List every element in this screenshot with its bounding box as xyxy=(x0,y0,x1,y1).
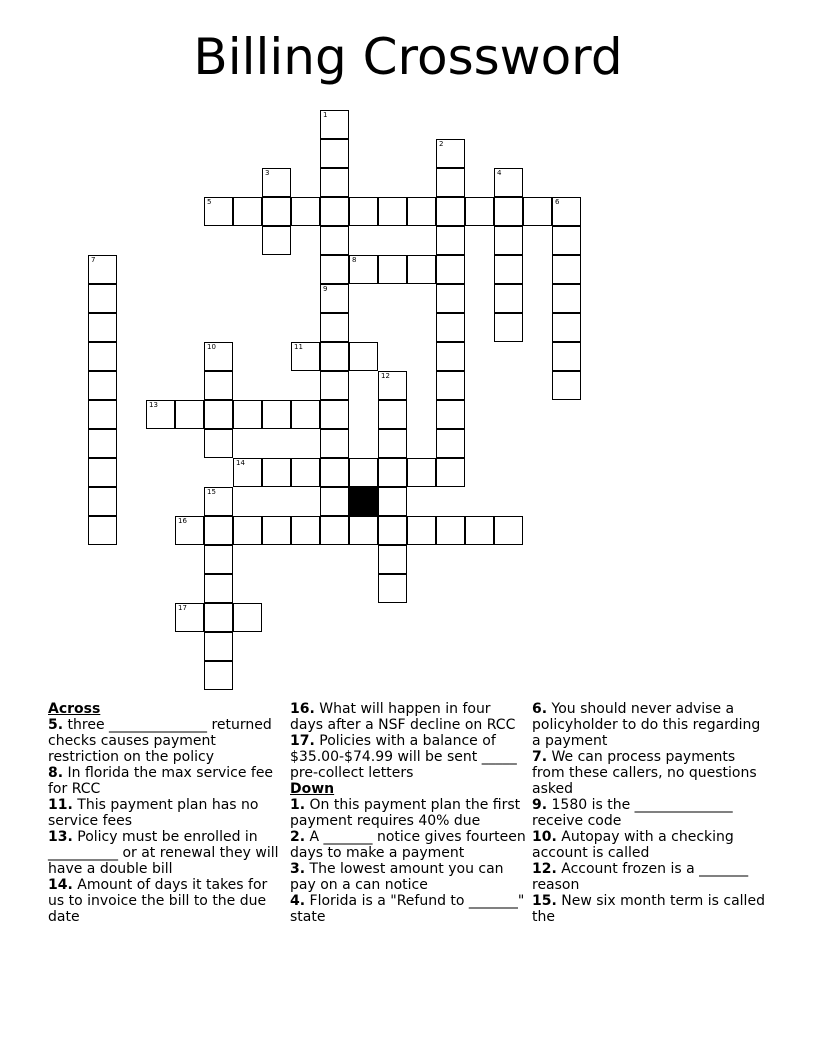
grid-cell[interactable] xyxy=(407,458,436,487)
grid-cell[interactable] xyxy=(204,603,233,632)
grid-cell[interactable] xyxy=(378,458,407,487)
grid-cell[interactable] xyxy=(494,516,523,545)
grid-cell[interactable] xyxy=(204,400,233,429)
grid-cell[interactable] xyxy=(88,255,117,284)
clue-column-3 xyxy=(532,701,772,925)
clue-down-4: 4. Florida is a "Refund to _______" state xyxy=(290,893,525,925)
grid-cell[interactable] xyxy=(262,226,291,255)
grid-cell[interactable] xyxy=(436,197,465,226)
grid-cell[interactable] xyxy=(436,139,465,168)
grid-cell[interactable] xyxy=(88,371,117,400)
grid-cell[interactable] xyxy=(204,371,233,400)
grid-cell[interactable] xyxy=(349,458,378,487)
grid-cell[interactable] xyxy=(291,516,320,545)
grid-cell[interactable] xyxy=(175,603,204,632)
grid-cell[interactable] xyxy=(291,197,320,226)
clue-across-14: 14. Amount of days it takes for us to invoice the bill to the due date xyxy=(48,877,268,925)
clue-across-17: 17. Policies with a balance of $35.00-$74.99 will be sent _____ pre-collect letters xyxy=(290,733,517,781)
grid-cell[interactable] xyxy=(88,458,117,487)
grid-cell[interactable] xyxy=(320,255,349,284)
grid-cell[interactable] xyxy=(146,400,175,429)
grid-cell[interactable] xyxy=(320,400,349,429)
grid-cell[interactable] xyxy=(436,284,465,313)
grid-cell[interactable] xyxy=(552,342,581,371)
grid-cell[interactable] xyxy=(320,197,349,226)
clue-number: 8 xyxy=(352,256,357,264)
grid-cell[interactable] xyxy=(204,632,233,661)
grid-cell[interactable] xyxy=(349,342,378,371)
grid-cell[interactable] xyxy=(204,574,233,603)
clue-number: 5 xyxy=(207,198,212,206)
clue-number: 14 xyxy=(236,459,245,467)
grid-cell[interactable] xyxy=(233,458,262,487)
grid-cell[interactable] xyxy=(378,487,407,516)
grid-cell[interactable] xyxy=(552,371,581,400)
grid-cell[interactable] xyxy=(291,458,320,487)
clue-column-2 xyxy=(290,701,528,925)
grid-cell[interactable] xyxy=(378,545,407,574)
grid-cell[interactable] xyxy=(378,429,407,458)
grid-cell[interactable] xyxy=(494,197,523,226)
grid-cell[interactable] xyxy=(523,197,552,226)
clue-number: 16 xyxy=(178,517,187,525)
clue-number: 4 xyxy=(497,169,502,177)
clue-number: 3 xyxy=(265,169,270,177)
grid-cell[interactable] xyxy=(552,313,581,342)
grid-cell[interactable] xyxy=(262,458,291,487)
grid-cell[interactable] xyxy=(233,516,262,545)
grid-cell[interactable] xyxy=(291,400,320,429)
clue-number: 12 xyxy=(381,372,390,380)
clue-number: 2 xyxy=(439,140,444,148)
puzzle-title: Billing Crossword xyxy=(193,28,623,86)
grid-cell[interactable] xyxy=(552,226,581,255)
grid-cell[interactable] xyxy=(204,429,233,458)
grid-cell[interactable] xyxy=(378,197,407,226)
grid-cell[interactable] xyxy=(291,342,320,371)
clue-down-15: 15. New six month term is called the xyxy=(532,893,765,925)
across-heading: Across xyxy=(48,701,101,717)
grid-cell[interactable] xyxy=(233,197,262,226)
grid-cell[interactable] xyxy=(465,197,494,226)
grid-cell[interactable] xyxy=(262,516,291,545)
clue-number: 9 xyxy=(323,285,328,293)
grid-cell[interactable] xyxy=(175,400,204,429)
grid-cell[interactable] xyxy=(320,516,349,545)
clue-across-13: 13. Policy must be enrolled in __________ or at renewal they will have a double bill xyxy=(48,829,279,877)
grid-cell[interactable] xyxy=(494,313,523,342)
grid-cell[interactable] xyxy=(436,371,465,400)
grid-cell[interactable] xyxy=(407,516,436,545)
grid-cell[interactable] xyxy=(262,168,291,197)
grid-cell[interactable] xyxy=(88,429,117,458)
grid-cell[interactable] xyxy=(320,458,349,487)
clue-across-11: 11. This payment plan has no service fees xyxy=(48,797,259,829)
clue-down-3: 3. The lowest amount you can pay on a can notice xyxy=(290,861,504,893)
clue-number: 10 xyxy=(207,343,216,351)
grid-cell[interactable] xyxy=(552,197,581,226)
grid-cell[interactable] xyxy=(320,284,349,313)
clue-down-9: 9. 1580 is the ______________ receive code xyxy=(532,797,733,829)
grid-cell[interactable] xyxy=(494,284,523,313)
grid-cell[interactable] xyxy=(320,429,349,458)
grid-cell[interactable] xyxy=(320,371,349,400)
grid-cell[interactable] xyxy=(552,284,581,313)
grid-cell[interactable] xyxy=(233,400,262,429)
grid-cell[interactable] xyxy=(320,487,349,516)
grid-cell[interactable] xyxy=(349,197,378,226)
grid-cell[interactable] xyxy=(349,516,378,545)
grid-cell[interactable] xyxy=(320,110,349,139)
clue-across-5: 5. three ______________ returned checks causes payment restriction on the policy xyxy=(48,717,272,765)
grid-cell[interactable] xyxy=(494,226,523,255)
grid-cell[interactable] xyxy=(204,487,233,516)
grid-cell[interactable] xyxy=(378,371,407,400)
grid-cell[interactable] xyxy=(378,400,407,429)
grid-cell[interactable] xyxy=(436,226,465,255)
clue-column-1 xyxy=(48,701,284,925)
grid-cell[interactable] xyxy=(320,313,349,342)
grid-cell[interactable] xyxy=(407,197,436,226)
clue-number: 15 xyxy=(207,488,216,496)
grid-cell[interactable] xyxy=(88,516,117,545)
grid-cell[interactable] xyxy=(175,516,204,545)
clue-number: 11 xyxy=(294,343,303,351)
clue-down-7: 7. We can process payments from these callers, no questions asked xyxy=(532,749,757,797)
grid-cell[interactable] xyxy=(262,197,291,226)
clue-down-12: 12. Account frozen is a _______ reason xyxy=(532,861,749,893)
grid-cell[interactable] xyxy=(436,516,465,545)
grid-cell[interactable] xyxy=(494,168,523,197)
grid-cell[interactable] xyxy=(436,313,465,342)
grid-cell[interactable] xyxy=(262,400,291,429)
grid-cell[interactable] xyxy=(436,400,465,429)
grid-cell[interactable] xyxy=(436,168,465,197)
grid-cell[interactable] xyxy=(88,313,117,342)
grid-cell[interactable] xyxy=(88,487,117,516)
clue-down-1: 1. On this payment plan the first payment requires 40% due xyxy=(290,797,521,829)
grid-cell[interactable] xyxy=(349,255,378,284)
grid-cell[interactable] xyxy=(320,342,349,371)
grid-cell[interactable] xyxy=(204,197,233,226)
grid-cell[interactable] xyxy=(320,139,349,168)
down-heading: Down xyxy=(290,781,335,797)
clue-number: 6 xyxy=(555,198,560,206)
grid-cell[interactable] xyxy=(233,603,262,632)
clue-number: 1 xyxy=(323,111,328,119)
grid-cell[interactable] xyxy=(436,458,465,487)
grid-cell[interactable] xyxy=(552,255,581,284)
grid-cell[interactable] xyxy=(88,284,117,313)
grid-cell[interactable] xyxy=(320,226,349,255)
grid-cell[interactable] xyxy=(204,661,233,690)
grid-cell[interactable] xyxy=(407,255,436,284)
grid-cell[interactable] xyxy=(88,342,117,371)
grid-cell[interactable] xyxy=(204,342,233,371)
grid-cell[interactable] xyxy=(436,342,465,371)
grid-cell[interactable] xyxy=(378,574,407,603)
grid-cell[interactable] xyxy=(436,429,465,458)
grid-cell[interactable] xyxy=(320,168,349,197)
grid-cell[interactable] xyxy=(378,255,407,284)
clue-across-8: 8. In florida the max service fee for RCC xyxy=(48,765,274,797)
clue-down-6: 6. You should never advise a policyholder to do this regarding a payment xyxy=(532,701,761,749)
clue-down-2: 2. A _______ notice gives fourteen days to make a payment xyxy=(290,829,526,861)
grid-cell[interactable] xyxy=(378,516,407,545)
clue-number: 7 xyxy=(91,256,96,264)
grid-cell[interactable] xyxy=(88,400,117,429)
grid-cell[interactable] xyxy=(494,255,523,284)
clue-number: 17 xyxy=(178,604,187,612)
clue-across-16: 16. What will happen in four days after a NSF decline on RCC xyxy=(290,701,516,733)
clue-number: 13 xyxy=(149,401,158,409)
black-cell xyxy=(349,487,378,516)
grid-cell[interactable] xyxy=(436,255,465,284)
grid-cell[interactable] xyxy=(204,516,233,545)
grid-cell[interactable] xyxy=(465,516,494,545)
grid-cell[interactable] xyxy=(204,545,233,574)
clue-down-10: 10. Autopay with a checking account is called xyxy=(532,829,734,861)
